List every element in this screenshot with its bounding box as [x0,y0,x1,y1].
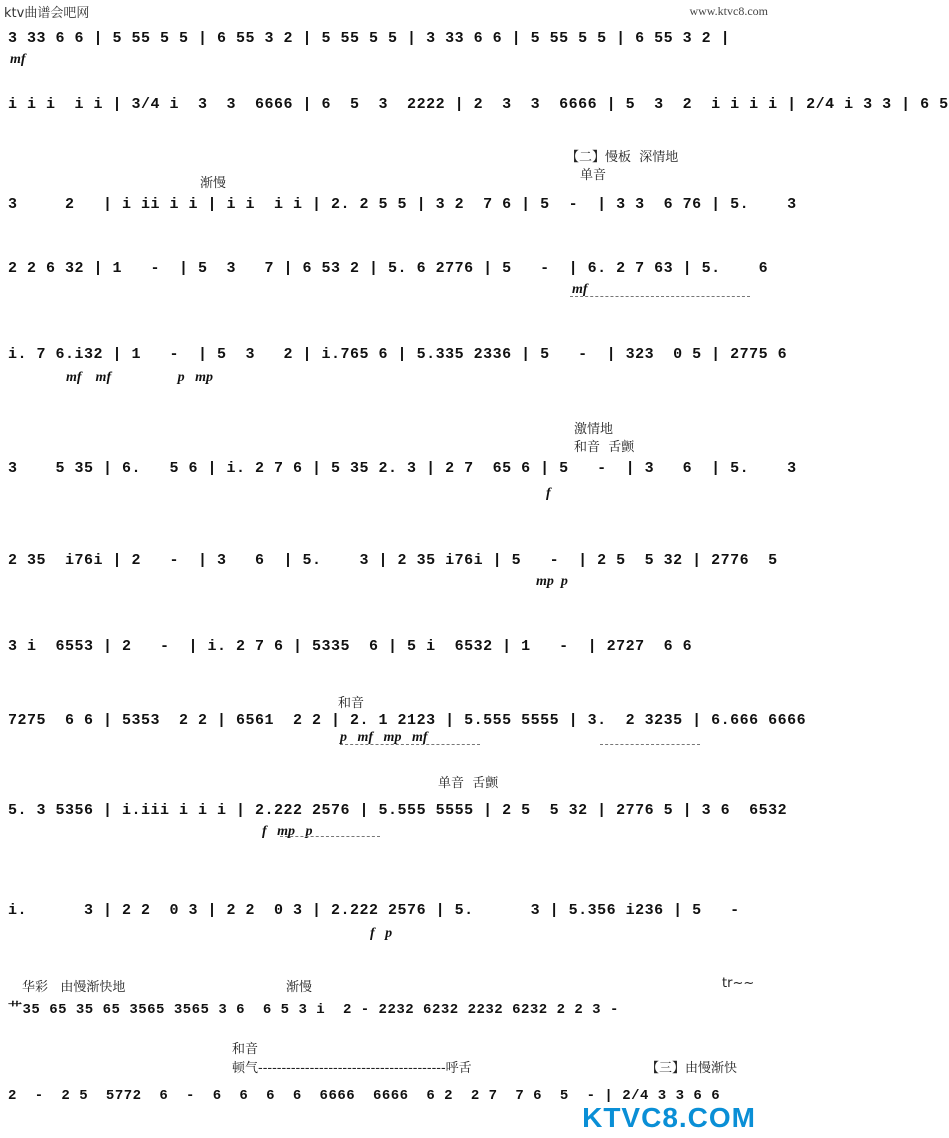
score-row-1: 3 33 6 6 | 5 55 5 5 | 6 55 3 2 | 5 55 5 5 | 3 33 6 6 | 5 55 5 5 | 6 55 3 2 | [8,30,731,47]
score-row-4: 2 2 6 32 | 1 - | 5 3 7 | 6 53 2 | 5. 6 2776 | 5 - | 6. 2 7 63 | 5. 6 [8,260,769,277]
crescendo-line [340,744,480,745]
score-row-8: 3 i 6553 | 2 - | i. 2 7 6 | 5335 6 | 5 i 6532 | 1 - | 2727 6 6 [8,638,693,655]
site-name-left: ktv曲谱会吧网 [4,6,90,21]
score-row-5: i. 7 6.i32 | 1 - | 5 3 2 | i.765 6 | 5.335 2336 | 5 - | 323 0 5 | 2775 6 [8,346,788,363]
score-row-6: 3 5 35 | 6. 5 6 | i. 2 7 6 | 5 35 2. 3 | 2 7 65 6 | 5 - | 3 6 | 5. 3 [8,460,797,477]
site-url-right: www.ktvc8.com [689,4,768,18]
crescendo-line [570,296,750,297]
score-row-11: i. 3 | 2 2 0 3 | 2 2 0 3 | 2.222 2576 | 5. 3 | 5.356 i236 | 5 - [8,902,740,919]
dynamic-row-1: mf [10,52,26,67]
dynamic-row-6: f [546,486,551,501]
trill-label: tr~~ [722,976,755,991]
score-row-7: 2 35 i76i | 2 - | 3 6 | 5. 3 | 2 35 i76i | 5 - | 2 5 5 32 | 2776 5 [8,552,778,569]
crescendo-line [280,836,380,837]
passionate-label: 激情地 [574,422,614,437]
breath-label: 顿气----------------------------------------呼舌 [232,1061,472,1076]
single-flutter-label: 单音 舌颤 [438,776,499,791]
score-row-3: 3 2 | i ii i i | i i i i | 2. 2 5 5 | 3 2 7 6 | 5 - | 3 3 6 76 | 5. 3 [8,196,797,213]
score-row-9: 7275 6 6 | 5353 2 2 | 6561 2 2 | 2. 1 2123 | 5.555 5555 | 3. 2 3235 | 6.666 6666 [8,712,807,729]
score-row-10: 5. 3 5356 | i.iii i i i | 2.222 2576 | 5.555 5555 | 2 5 5 32 | 2776 5 | 3 6 6532 [8,802,788,819]
score-row-2: i i i i i | 3/4 i 3 3 6666 | 6 5 3 2222 | 2 3 3 6666 | 5 3 2 i i i i | 2/4 i 3 3 | 6 5 [8,96,949,113]
single-tone-label: 单音 [580,168,607,183]
dynamic-row-9: p mf mp mf [340,730,428,745]
section-2-heading: 【二】慢板 深情地 [566,150,679,165]
dynamic-row-5: mf mf p mp [66,370,213,385]
gradual-slow-label-2: 渐慢 [286,980,313,995]
score-row-12: 艹35 65 35 65 3565 3565 3 6 6 5 3 i 2 - 2232 6232 2232 6232 2 2 3 - [8,1002,619,1018]
dynamic-row-4: mf [572,282,588,297]
harmony-label-2: 和音 [232,1042,259,1057]
dynamic-row-11: f p [370,926,393,941]
score-row-13: 2 - 2 5 5772 6 - 6 6 6 6 6666 6666 6 2 2 7 7 6 5 - | 2/4 3 3 6 6 [8,1088,721,1104]
section-3-heading: 【三】由慢渐快 [646,1061,738,1076]
dynamic-row-7: mp p [536,574,568,589]
harmony-label: 和音 [338,696,365,711]
crescendo-line [600,744,700,745]
cadenza-label: 华彩 由慢渐快地 [22,980,126,995]
dynamic-row-10: f mp p [262,824,313,839]
harmony-flutter-label: 和音 舌颤 [574,440,635,455]
gradual-slow-label: 渐慢 [200,176,227,191]
watermark-logo: KTVC8.COM [582,1102,756,1133]
